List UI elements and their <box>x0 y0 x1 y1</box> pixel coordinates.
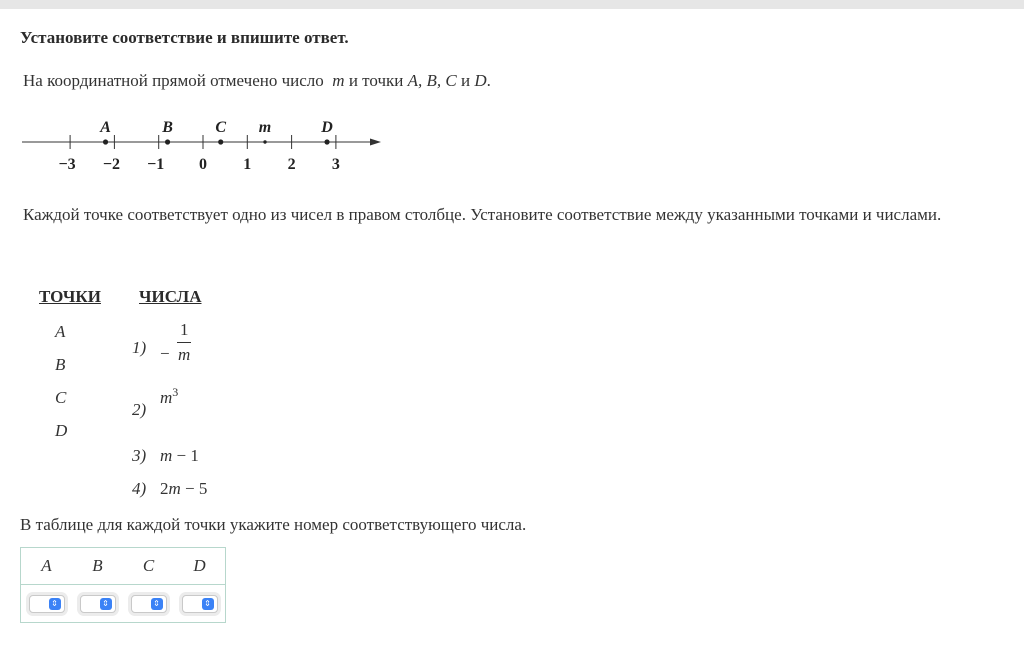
fraction-denominator: m <box>178 345 191 364</box>
answer-select-b[interactable] <box>80 595 116 613</box>
tick-label: 1 <box>243 156 252 173</box>
point-label-m: m <box>258 119 272 136</box>
point-label-c: C <box>215 119 227 136</box>
answer-table <box>20 547 226 623</box>
answer-select-a[interactable] <box>29 595 65 613</box>
point-label-c: C <box>55 388 67 407</box>
task-title: Установите соответствие и впишите ответ. <box>20 28 349 47</box>
point-label-a: A <box>55 322 66 341</box>
option-4-number: 4) <box>132 479 147 498</box>
intro-and: и <box>460 71 471 90</box>
up-down-chevron-icon: ⇕ <box>100 598 112 610</box>
option-2-number: 2) <box>132 400 147 419</box>
option-4-rest: − 5 <box>180 479 208 498</box>
option-2-value <box>160 385 179 408</box>
fraction-minus: − <box>160 344 170 363</box>
answer-table-select-row <box>21 585 226 623</box>
point-label-b: B <box>55 355 66 374</box>
answer-table-header-row <box>21 548 226 585</box>
up-down-chevron-icon: ⇕ <box>202 598 214 610</box>
task-intro <box>23 71 491 91</box>
numbers-column-header: ЧИСЛА <box>139 287 202 306</box>
option-1-fraction <box>160 318 200 368</box>
option-3-var: m <box>160 446 173 465</box>
intro-prefix: На координатной прямой отмечено число <box>23 71 324 90</box>
point-marker-b <box>165 139 170 144</box>
intro-end: . <box>486 71 491 90</box>
option-4-prefix: 2 <box>160 479 169 498</box>
tick-label: −3 <box>58 156 76 173</box>
point-marker-c <box>218 139 223 144</box>
point-label-a: A <box>100 119 111 136</box>
fraction-numerator: 1 <box>180 320 189 339</box>
answer-header-c: C <box>123 548 174 585</box>
answer-header-d: D <box>174 548 226 585</box>
point-marker-m <box>263 140 266 143</box>
point-marker-a <box>103 139 108 144</box>
fraction-bar <box>177 342 191 343</box>
number-line <box>0 110 400 180</box>
tick-label: 0 <box>199 156 207 173</box>
option-3-value <box>160 446 199 466</box>
tick-label: 2 <box>287 156 296 173</box>
up-down-chevron-icon: ⇕ <box>151 598 163 610</box>
answer-select-c[interactable] <box>131 595 167 613</box>
option-4-value <box>160 479 207 499</box>
answer-instruction: В таблице для каждой точки укажите номер соответствующего числа. <box>20 515 527 534</box>
answer-header-a: A <box>21 548 73 585</box>
answer-header-b: B <box>72 548 123 585</box>
option-3-rest: − 1 <box>172 446 199 465</box>
point-label-d: D <box>55 421 68 440</box>
intro-points-abc: A, B, C <box>407 71 457 90</box>
tick-label: −1 <box>147 156 165 173</box>
point-marker-d <box>324 139 329 144</box>
tick-label: −2 <box>102 156 120 173</box>
point-label-d: D <box>321 119 333 136</box>
option-1-number: 1) <box>132 338 147 357</box>
tick-label: 3 <box>331 156 340 173</box>
option-3-number: 3) <box>132 446 147 465</box>
option-4-var: m <box>168 479 181 498</box>
task-description: Каждой точке соответствует одно из чисел в правом столбце. Установите соответствие между указанными точками и числами. <box>23 205 942 224</box>
option-2-var: m <box>160 388 173 407</box>
top-bar <box>0 0 1024 9</box>
intro-var-m: m <box>332 71 345 90</box>
option-2-exponent: 3 <box>172 385 179 399</box>
point-label-b: B <box>162 119 173 136</box>
number-line-arrow-icon <box>370 139 381 146</box>
intro-point-d: D <box>474 71 487 90</box>
intro-middle: и точки <box>348 71 404 90</box>
answer-select-d[interactable] <box>182 595 218 613</box>
up-down-chevron-icon: ⇕ <box>49 598 61 610</box>
points-column-header: ТОЧКИ <box>39 287 101 306</box>
